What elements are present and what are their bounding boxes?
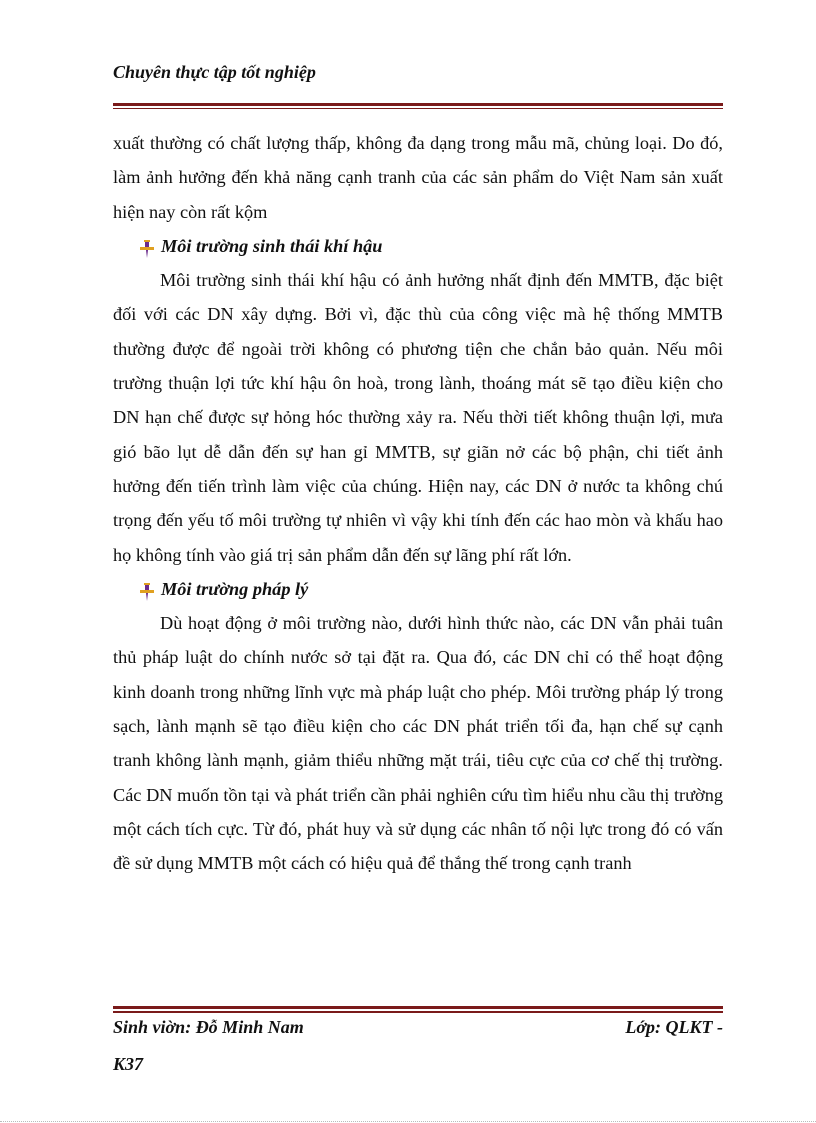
section-heading-climate — [113, 229, 723, 263]
page-boundary — [0, 1121, 816, 1122]
footer-rule — [113, 1006, 723, 1013]
paragraph-legal: Dù hoạt động ở môi trường nào, dưới hình thức nào, các DN vẫn phải tuân thủ pháp luật do chính nước sở tại đặt ra. Qua đó, các DN chỉ có thể hoạt động kinh doanh trong những lĩnh vực mà pháp luật cho phép. Môi trường pháp lý trong sạch, lành mạnh sẽ tạo điều kiện cho các DN phát triển tối đa, hạn chế sự cạnh tranh không lành mạnh, giảm thiểu những mặt trái, tiêu cực của cơ chế thị trường. Các DN muốn tồn tại và phát triển cần phải nghiên cứu tìm hiểu nhu cầu thị trường một cách tích cực. Từ đó, phát huy và sử dụng các nhân tố nội lực trong đó có vấn đề sử dụng MMTB một cách có hiệu quả để thắng thế trong cạnh tranh — [113, 613, 723, 874]
paragraph-continued: xuất thường có chất lượng thấp, không đa dạng trong mẫu mã, chủng loại. Do đó, làm ảnh hưởng đến khả năng cạnh tranh của các sản phẩm do Việt Nam sản xuất hiện nay còn rất kộm — [113, 133, 723, 222]
footer-class-suffix: K37 — [113, 1054, 144, 1074]
header-rule — [113, 103, 723, 109]
pushpin-icon — [137, 236, 157, 256]
footer-class-label: Lớp: QLKT - — [625, 1017, 723, 1037]
heading-label: Môi trường sinh thái khí hậu — [161, 235, 383, 256]
section-heading-legal — [113, 572, 723, 606]
paragraph-climate: Môi trường sinh thái khí hậu có ảnh hưởng nhất định đến MMTB, đặc biệt đối với các DN xây dựng. Bởi vì, đặc thù của công việc mà hệ thống MMTB thường được để ngoài trời không có phương tiện che chắn bảo quản. Nếu môi trường thuận lợi tức khí hậu ôn hoà, trong lành, thoáng mát sẽ tạo điều kiện cho DN hạn chế được sự hỏng hóc thường xảy ra. Nếu thời tiết không thuận lợi, mưa gió bão lụt dễ dẫn đến sự han gỉ MMTB, sự giãn nở các bộ phận, chi tiết ảnh hưởng đến tiến trình làm việc của chúng. Hiện nay, các DN ở nước ta không chú trọng đến yếu tố môi trường tự nhiên vì vậy khi tính đến các hao mòn và khấu hao họ không tính vào giá trị sản phẩm dẫn đến sự lãng phí rất lớn. — [113, 270, 723, 565]
pushpin-icon — [137, 579, 157, 599]
header-title: Chuyên thực tập tốt nghiệp — [113, 62, 316, 82]
document-body — [113, 126, 723, 881]
footer-student-name: Sinh viờn: Đỗ Minh Nam — [113, 1017, 304, 1037]
heading-label: Môi trường pháp lý — [161, 578, 309, 599]
